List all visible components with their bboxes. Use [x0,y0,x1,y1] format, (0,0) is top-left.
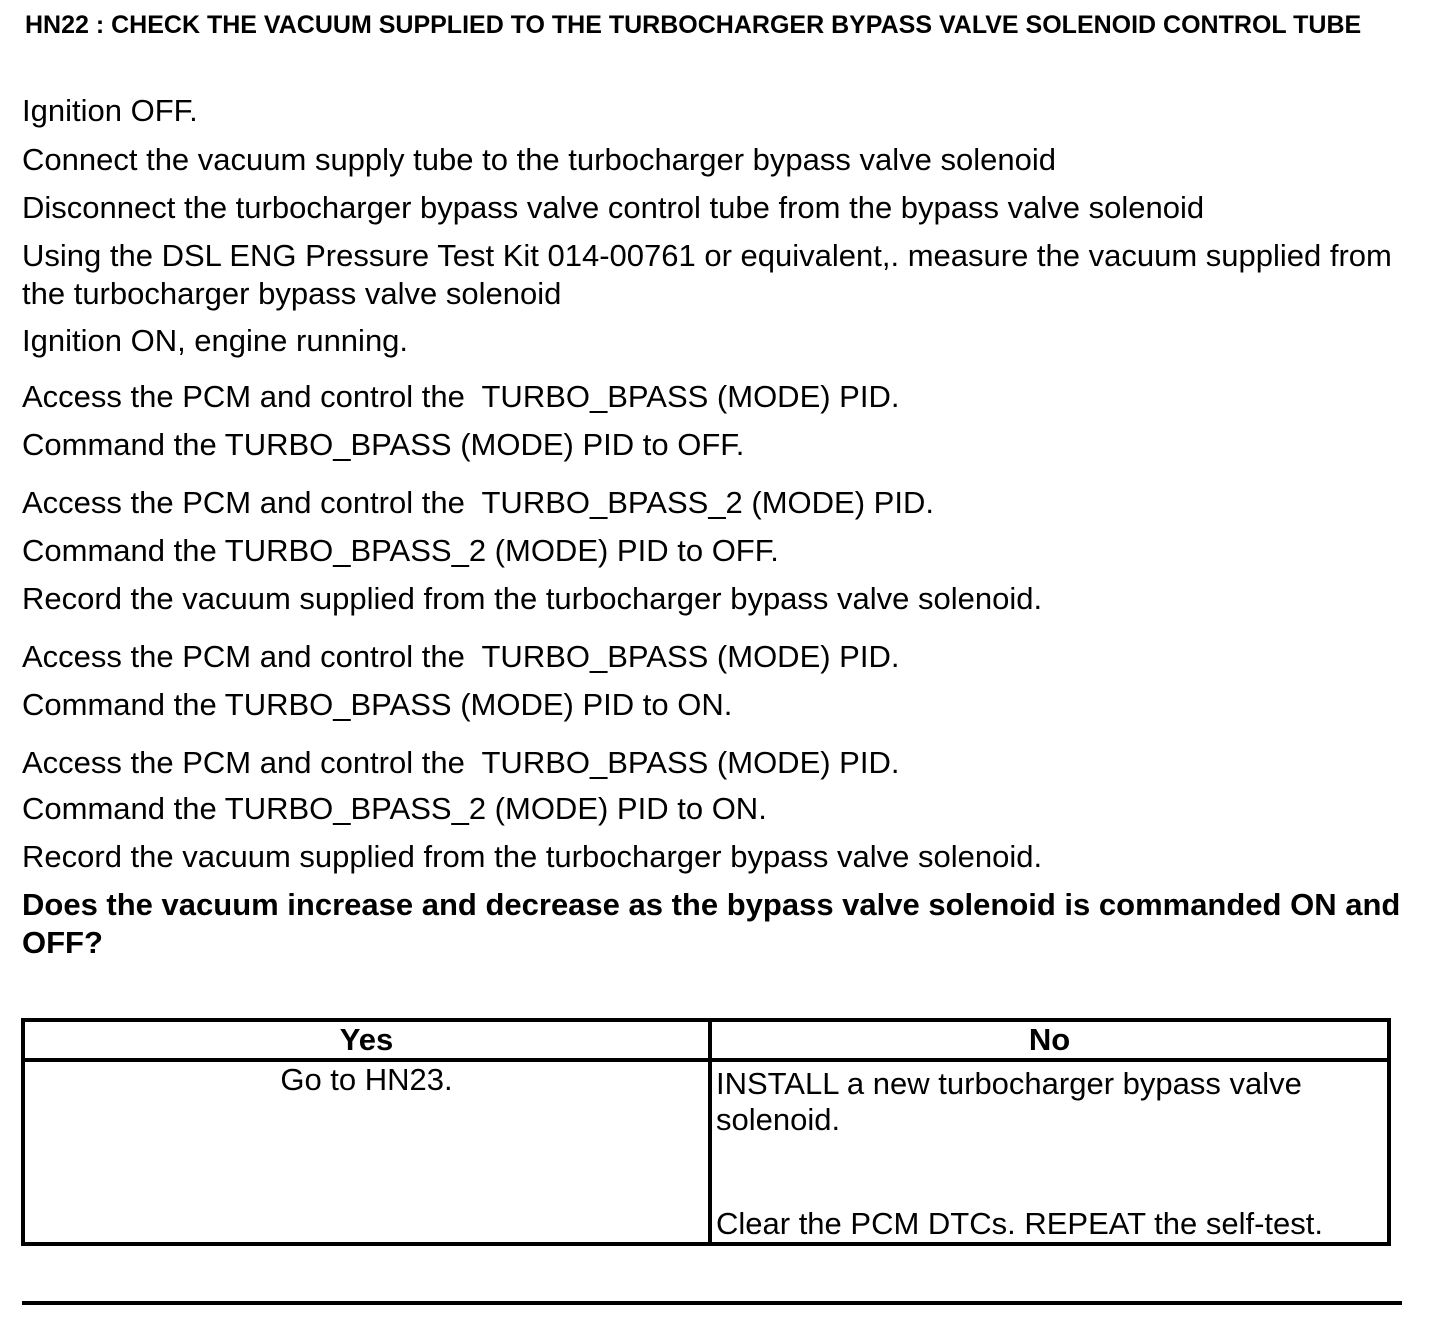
diagnostic-question: Does the vacuum increase and decrease as the bypass valve solenoid is commanded ON and OFF? [22,887,1401,960]
result-table [21,1018,1391,1246]
step-access-pcm-bpass: Access the PCM and control the TURBO_BPASS (MODE) PID. [22,379,900,414]
step-access-pcm-bpass-on: Access the PCM and control the TURBO_BPASS (MODE) PID. [22,639,900,674]
step-record-vacuum-off: Record the vacuum supplied from the turbocharger bypass valve solenoid. [22,581,1043,616]
no-header: No [710,1020,1389,1060]
result-table-header-row [23,1020,1389,1060]
no-cell [710,1060,1389,1244]
no-action-install: INSTALL a new turbocharger bypass valve solenoid. [716,1066,1302,1137]
step-command-bpass-on: Command the TURBO_BPASS (MODE) PID to ON. [22,687,733,722]
step-ignition-on: Ignition ON, engine running. [22,323,409,358]
step-record-vacuum-on: Record the vacuum supplied from the turbocharger bypass valve solenoid. [22,839,1043,874]
step-command-bpass-2-on: Command the TURBO_BPASS_2 (MODE) PID to ON. [22,791,767,826]
step-disconnect-control-tube: Disconnect the turbocharger bypass valve control tube from the bypass valve solenoid [22,190,1205,225]
step-command-bpass-2-off: Command the TURBO_BPASS_2 (MODE) PID to OFF. [22,533,779,568]
no-action-clear-dtcs: Clear the PCM DTCs. REPEAT the self-test. [716,1206,1323,1241]
yes-cell [23,1060,710,1244]
step-connect-vacuum-supply: Connect the vacuum supply tube to the turbocharger bypass valve solenoid [22,142,1056,177]
step-ignition-off: Ignition OFF. [22,93,198,128]
step-measure-vacuum: Using the DSL ENG Pressure Test Kit 014-00761 or equivalent,. measure the vacuum supplied from the turbocharger bypass valve solenoid [22,238,1401,311]
yes-action: Go to HN23. [280,1062,453,1097]
result-table-row [23,1060,1389,1244]
step-access-pcm-bpass-2: Access the PCM and control the TURBO_BPASS_2 (MODE) PID. [22,485,934,520]
procedure-heading: HN22 : CHECK THE VACUUM SUPPLIED TO THE TURBOCHARGER BYPASS VALVE SOLENOID CONTROL TUBE [25,11,1362,39]
yes-header: Yes [23,1020,710,1060]
bottom-rule [22,1301,1402,1305]
step-command-bpass-off: Command the TURBO_BPASS (MODE) PID to OFF. [22,427,745,462]
step-access-pcm-bpass-again: Access the PCM and control the TURBO_BPASS (MODE) PID. [22,745,900,780]
